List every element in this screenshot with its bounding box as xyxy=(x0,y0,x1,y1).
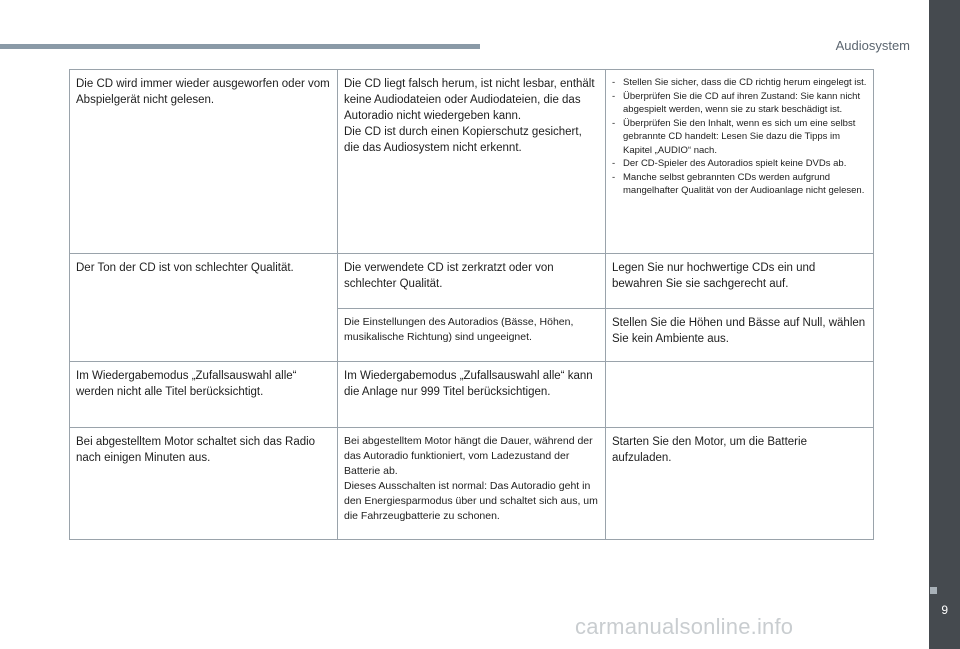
cause-cell: Im Wiedergabemodus „Zufallsauswahl alle“ kann die Anlage nur 999 Titel berücksichtigen. xyxy=(338,362,606,428)
troubleshooting-table xyxy=(69,69,874,540)
cause-line: Die CD ist durch einen Kopierschutz gesichert, die das Audiosystem nicht erkennt. xyxy=(344,126,582,154)
solution-cell: Stellen Sie die Höhen und Bässe auf Null, wählen Sie kein Ambiente aus. xyxy=(606,309,874,362)
table-row xyxy=(70,254,874,309)
solution-list xyxy=(612,76,867,198)
list-item: - Der CD-Spieler des Autoradios spielt keine DVDs ab. xyxy=(612,157,867,171)
cause-line: Dieses Ausschalten ist normal: Das Autoradio geht in den Energiesparmodus über und schaltet sich aus, um die Fahrzeugbatterie zu schonen. xyxy=(344,480,598,522)
cause-cell: Die Einstellungen des Autoradios (Bässe, Höhen, musikalische Richtung) sind ungeeignet. xyxy=(338,309,606,362)
table-row xyxy=(70,428,874,540)
table-row xyxy=(70,70,874,254)
problem-cell: Bei abgestelltem Motor schaltet sich das Radio nach einigen Minuten aus. xyxy=(70,428,338,540)
problem-cell: Im Wiedergabemodus „Zufallsauswahl alle“ werden nicht alle Titel berücksichtigt. xyxy=(70,362,338,428)
cause-cell: Die verwendete CD ist zerkratzt oder von schlechter Qualität. xyxy=(338,254,606,309)
list-item: - Manche selbst gebrannten CDs werden aufgrund mangelhafter Qualität von der Audioanlage nicht gelesen. xyxy=(612,171,867,198)
cause-line: Die CD liegt falsch herum, ist nicht lesbar, enthält keine Audiodateien oder Audiodateien, die das Autoradio nicht wiedergeben kann. xyxy=(344,78,595,122)
section-title: Audiosystem xyxy=(835,38,910,53)
table-row xyxy=(70,362,874,428)
problem-cell: Der Ton der CD ist von schlechter Qualität. xyxy=(70,254,338,362)
continuation-marker xyxy=(930,587,937,594)
cause-line: Bei abgestelltem Motor hängt die Dauer, während der das Autoradio funktioniert, vom Ladezustand der Batterie ab. xyxy=(344,435,593,477)
cause-cell xyxy=(338,428,606,540)
problem-cell: Die CD wird immer wieder ausgeworfen oder vom Abspielgerät nicht gelesen. xyxy=(70,70,338,254)
header-rule xyxy=(0,44,480,49)
solution-cell xyxy=(606,70,874,254)
solution-cell: Legen Sie nur hochwertige CDs ein und bewahren Sie sie sachgerecht auf. xyxy=(606,254,874,309)
list-item: - Überprüfen Sie die CD auf ihren Zustand: Sie kann nicht abgespielt werden, wenn sie zu stark beschädigt ist. xyxy=(612,90,867,117)
list-item: - Stellen Sie sicher, dass die CD richtig herum eingelegt ist. xyxy=(612,76,867,90)
list-item: - Überprüfen Sie den Inhalt, wenn es sich um eine selbst gebrannte CD handelt: Lesen Sie dazu die Tipps im Kapitel „AUDIO“ nach. xyxy=(612,117,867,158)
cause-cell xyxy=(338,70,606,254)
solution-cell: Starten Sie den Motor, um die Batterie aufzuladen. xyxy=(606,428,874,540)
page-number: 9 xyxy=(941,603,948,617)
solution-cell xyxy=(606,362,874,428)
side-band xyxy=(929,0,960,649)
watermark: carmanualsonline.info xyxy=(575,614,794,639)
